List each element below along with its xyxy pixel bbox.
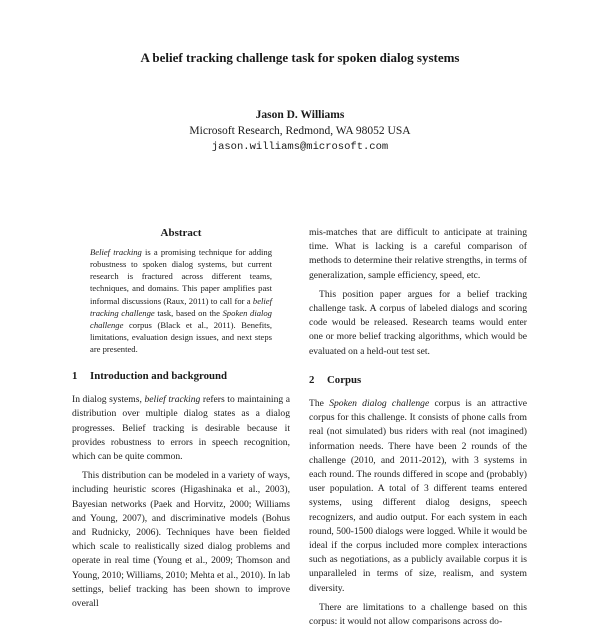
paper-title: A belief tracking challenge task for spoken dialog systems <box>140 50 460 65</box>
s2p1-em-1: Spoken dialog challenge <box>329 398 430 410</box>
abstract-em-1: Belief tracking <box>90 247 142 258</box>
section-1-heading <box>72 369 290 383</box>
right-continuation-paragraph: mis-matches that are difficult to anticipate at training time. What is lacking is a careful comparison of methods to determine their relative strengths, in terms of generalization, sample efficiency, speed, etc. <box>309 227 527 281</box>
section-1-title: Introduction and background <box>90 370 228 383</box>
section-2-paragraph-1 <box>309 397 527 596</box>
abstract-em-2: belief tracking challenge <box>90 295 272 318</box>
s1p1-text-1: In dialog systems, <box>72 394 145 406</box>
right-column <box>309 226 527 629</box>
section-1-paragraph-1 <box>72 393 290 464</box>
author-affiliation: Microsoft Research, Redmond, WA 98052 USA <box>189 125 411 137</box>
abstract-body <box>90 246 272 355</box>
abstract-em-3: Spoken dialog challenge <box>90 307 272 330</box>
section-1-paragraph-2: This distribution can be modeled in a variety of ways, including heuristic scores (Higashinaka et al., 2003), Bayesian networks (Paek and Horvitz, 2000; Williams and Young, 2007), and discriminative models (Bohus and Rudnicky, 2006). Techniques have been fielded which scale to realistically sized dialog problems and operate in real time (Young et al., 2009; Thomson and Young, 2010; Williams, 2010; Mehta et al., 2010). In lab settings, belief tracking has been shown to improve overall <box>72 470 290 610</box>
author-email: jason.williams@microsoft.com <box>211 141 389 153</box>
abstract-text-3: corpus (Black et al., 2011). Benefits, limitations, evaluation design issues, and next steps are presented. <box>90 319 272 354</box>
section-2-title: Corpus <box>327 373 362 386</box>
s2p1-text-2: corpus is an attractive corpus for this challenge. It consists of phone calls from real (not simulated) bus riders with real (not imagined) information needs. There have been 2 rounds of the challenge (2010, and 2011-2012), with 3 systems in each round. The rounds differed in scope and (probably) user population. A total of 3 different teams entered systems, using different dialog designs, speech recognizers, and audio output. For each system in each round, 500-1500 dialogs were logged. While it would be ideal if the corpus included more complex interactions such as negotiations, as a publicly available corpus it is unparalleled in terms of size, realism, and system diversity. <box>309 398 528 594</box>
section-2-number: 2 <box>309 373 315 386</box>
abstract-heading: Abstract <box>160 227 202 239</box>
s2p1-text-1: The <box>309 398 330 410</box>
abstract-text-2: task, based on the <box>154 307 223 318</box>
s1p1-em-1: belief tracking <box>144 394 201 406</box>
section-1-number: 1 <box>72 370 78 383</box>
abstract-text-1: is a promising technique for adding robustness to spoken dialog systems, but current research is fractured across different teams, techniques, and domains. This paper amplifies past informal discussions (Raux, 2011) to call for a <box>90 247 272 306</box>
position-paragraph: This position paper argues for a belief tracking challenge task. A corpus of labeled dialogs and scoring code would be released. Research teams would enter one or more belief tracking algorithms, which would be evaluated on a held-out test set. <box>309 288 527 357</box>
section-2-paragraph-2: There are limitations to a challenge based on this corpus: it would not allow comparisons across do- <box>309 601 527 628</box>
s1p1-text-2: refers to maintaining a distribution over multiple dialog states as a dialog progresses. Belief tracking is desirable because it provides robustness to errors in speech recognition, which can be quite common. <box>72 394 290 463</box>
author-name: Jason D. Williams <box>255 109 345 121</box>
author-block <box>0 107 600 155</box>
left-column <box>72 226 290 611</box>
section-2-heading <box>309 373 527 387</box>
